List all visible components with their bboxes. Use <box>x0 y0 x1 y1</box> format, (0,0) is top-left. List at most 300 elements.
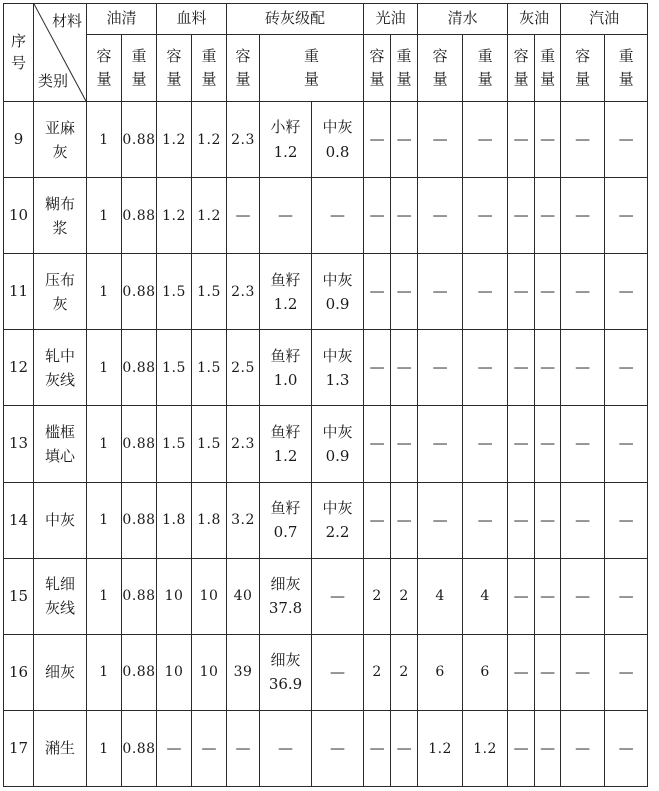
cell-value: 1.2 <box>162 207 186 224</box>
table-cell <box>605 254 648 330</box>
empty-value: — <box>477 130 493 149</box>
table-cell <box>227 710 260 786</box>
table-cell <box>605 178 648 254</box>
cell-value: 1 <box>99 436 109 453</box>
empty-value: — <box>618 510 634 529</box>
empty-value: — <box>201 738 217 757</box>
empty-value: — <box>540 662 556 681</box>
empty-value: — <box>618 586 634 605</box>
empty-value: — <box>540 282 556 301</box>
seq-header <box>4 4 34 102</box>
group-header-clear-water: 清水 <box>418 4 508 35</box>
sub-header-weight: 重量 <box>260 35 364 102</box>
empty-value: — <box>396 358 412 377</box>
table-cell <box>260 710 312 786</box>
empty-value: — <box>330 206 346 225</box>
empty-value: — <box>396 738 412 757</box>
table-cell <box>418 178 463 254</box>
sub-header-volume: 容量 <box>227 35 260 102</box>
table-cell <box>87 558 122 634</box>
table-cell <box>605 634 648 710</box>
table-cell <box>535 178 561 254</box>
graded-ash-value: 中灰 0.9 <box>322 270 353 313</box>
empty-value: — <box>278 738 294 757</box>
sub-header-weight: 重量 <box>605 35 648 102</box>
table-cell <box>364 330 391 406</box>
empty-value: — <box>575 358 591 377</box>
table-cell <box>391 102 418 178</box>
cell-value: 0.88 <box>122 284 156 300</box>
empty-value: — <box>540 206 556 225</box>
table-cell <box>561 710 605 786</box>
table-cell <box>605 330 648 406</box>
empty-value: — <box>396 130 412 149</box>
table-row <box>4 178 648 254</box>
table-cell <box>312 254 364 330</box>
table-row <box>4 254 648 330</box>
table-row <box>4 558 648 634</box>
cell-value: 0.88 <box>122 207 156 224</box>
table-cell <box>418 558 463 634</box>
cell-value: 1.8 <box>197 512 221 529</box>
table-cell <box>391 330 418 406</box>
empty-value: — <box>477 282 493 301</box>
corner-header <box>34 4 87 102</box>
table-cell <box>391 710 418 786</box>
row-category <box>34 178 87 254</box>
cell-value: 4 <box>480 588 490 605</box>
empty-value: — <box>369 738 385 757</box>
table-cell <box>463 406 508 482</box>
graded-ash-value: 小籽 1.2 <box>270 118 301 161</box>
row-category-label: 糊布浆 <box>44 194 75 237</box>
row-number: 15 <box>4 558 34 634</box>
cell-value: 1 <box>99 360 109 377</box>
graded-ash-value: 中灰 0.9 <box>322 422 353 466</box>
sub-header-weight: 重量 <box>192 35 227 102</box>
table-cell <box>463 102 508 178</box>
table-cell <box>157 558 192 634</box>
table-cell <box>122 634 157 710</box>
cell-value: 2.3 <box>231 131 255 148</box>
table-cell <box>260 482 312 558</box>
empty-value: — <box>477 434 493 453</box>
cell-value: 4 <box>435 588 445 605</box>
cell-value: 2.5 <box>231 360 255 377</box>
table-cell <box>463 710 508 786</box>
table-cell <box>364 254 391 330</box>
empty-value: — <box>513 206 529 225</box>
empty-value: — <box>513 586 529 605</box>
table-cell <box>157 482 192 558</box>
empty-value: — <box>330 662 346 681</box>
row-number: 9 <box>4 102 34 178</box>
empty-value: — <box>432 282 448 301</box>
row-category-label: 压布灰 <box>44 270 75 313</box>
cell-value: 6 <box>480 664 490 681</box>
table-cell <box>157 406 192 482</box>
empty-value: — <box>396 282 412 301</box>
graded-ash-value: 中灰 0.8 <box>322 118 353 161</box>
empty-value: — <box>540 510 556 529</box>
row-category <box>34 330 87 406</box>
table-cell <box>463 178 508 254</box>
table-cell <box>260 406 312 482</box>
table-cell <box>122 406 157 482</box>
row-category-label: 中灰 <box>44 511 75 529</box>
cell-value: 1.5 <box>162 284 186 300</box>
table-cell <box>561 254 605 330</box>
table-cell <box>364 634 391 710</box>
graded-ash-value: 鱼籽 1.2 <box>270 422 301 466</box>
graded-ash-value: 细灰 36.9 <box>268 651 303 694</box>
cell-value: 1 <box>99 284 109 300</box>
table-cell <box>535 710 561 786</box>
table-row <box>4 482 648 558</box>
empty-value: — <box>618 282 634 301</box>
empty-value: — <box>540 434 556 453</box>
table-cell <box>508 634 535 710</box>
table-row <box>4 634 648 710</box>
cell-value: 1.5 <box>162 360 186 377</box>
cell-value: 0.88 <box>122 131 156 148</box>
row-category <box>34 634 87 710</box>
table-cell <box>535 406 561 482</box>
graded-ash-value: 中灰 2.2 <box>322 498 353 542</box>
empty-value: — <box>575 130 591 149</box>
table-cell <box>364 102 391 178</box>
table-cell <box>463 482 508 558</box>
cell-value: 6 <box>435 664 445 681</box>
table-cell <box>418 254 463 330</box>
sub-header-volume: 容量 <box>87 35 122 102</box>
empty-value: — <box>513 434 529 453</box>
empty-value: — <box>575 662 591 681</box>
table-cell <box>122 330 157 406</box>
graded-ash-value: 鱼籽 0.7 <box>270 498 301 542</box>
cell-value: 2 <box>372 588 382 605</box>
empty-value: — <box>618 738 634 757</box>
cell-value: 1.5 <box>197 436 221 453</box>
empty-value: — <box>235 738 251 757</box>
row-number: 12 <box>4 330 34 406</box>
table-cell <box>312 634 364 710</box>
sub-header-volume: 容量 <box>418 35 463 102</box>
sub-header-volume: 容量 <box>364 35 391 102</box>
row-category-label: 亚麻灰 <box>44 118 75 161</box>
empty-value: — <box>513 738 529 757</box>
table-cell <box>561 330 605 406</box>
corner-bottom-label: 类别 <box>38 71 69 90</box>
group-header-gasoline: 汽油 <box>561 4 648 35</box>
table-cell <box>122 558 157 634</box>
table-row <box>4 102 648 178</box>
empty-value: — <box>396 434 412 453</box>
row-category <box>34 406 87 482</box>
empty-value: — <box>513 510 529 529</box>
empty-value: — <box>618 206 634 225</box>
table-cell <box>418 102 463 178</box>
table-cell <box>312 330 364 406</box>
table-cell <box>227 330 260 406</box>
table-cell <box>561 558 605 634</box>
sub-header-volume: 容量 <box>561 35 605 102</box>
empty-value: — <box>477 358 493 377</box>
cell-value: 10 <box>199 664 219 681</box>
table-cell <box>605 406 648 482</box>
table-cell <box>508 254 535 330</box>
table-cell <box>561 634 605 710</box>
empty-value: — <box>235 206 251 225</box>
table-cell <box>157 102 192 178</box>
table-cell <box>87 330 122 406</box>
table-cell <box>535 482 561 558</box>
empty-value: — <box>513 358 529 377</box>
row-category-label: 轧细灰线 <box>44 575 75 618</box>
table-cell <box>535 558 561 634</box>
table-cell <box>122 102 157 178</box>
empty-value: — <box>540 358 556 377</box>
cell-value: 39 <box>233 664 253 681</box>
table-cell <box>122 710 157 786</box>
table-cell <box>192 558 227 634</box>
table-cell <box>391 254 418 330</box>
table-cell <box>87 634 122 710</box>
row-category-label: 轧中灰线 <box>44 346 75 389</box>
table-cell <box>535 634 561 710</box>
table-cell <box>463 558 508 634</box>
table-cell <box>508 178 535 254</box>
empty-value: — <box>330 738 346 757</box>
table-cell <box>605 102 648 178</box>
cell-value: 10 <box>199 588 219 605</box>
cell-value: 1.2 <box>162 131 186 148</box>
empty-value: — <box>575 282 591 301</box>
cell-value: 0.88 <box>122 588 156 605</box>
table-cell <box>605 482 648 558</box>
seq-header-label: 序号 <box>10 31 26 73</box>
empty-value: — <box>575 434 591 453</box>
empty-value: — <box>432 130 448 149</box>
empty-value: — <box>396 206 412 225</box>
table-cell <box>192 254 227 330</box>
empty-value: — <box>432 434 448 453</box>
row-category <box>34 482 87 558</box>
table-cell <box>535 254 561 330</box>
table-cell <box>508 406 535 482</box>
cell-value: 0.88 <box>122 512 156 529</box>
table-cell <box>87 710 122 786</box>
table-cell <box>561 178 605 254</box>
table-cell <box>508 330 535 406</box>
table-cell <box>192 102 227 178</box>
sub-header-weight: 重量 <box>535 35 561 102</box>
row-category-label: 潲生 <box>44 739 75 758</box>
empty-value: — <box>369 510 385 529</box>
cell-value: 0.88 <box>122 360 156 377</box>
cell-value: 1.2 <box>428 740 452 757</box>
empty-value: — <box>369 282 385 301</box>
table-cell <box>463 254 508 330</box>
empty-value: — <box>369 130 385 149</box>
table-cell <box>227 482 260 558</box>
empty-value: — <box>540 586 556 605</box>
row-number: 14 <box>4 482 34 558</box>
row-number: 16 <box>4 634 34 710</box>
cell-value: 1 <box>99 512 109 529</box>
empty-value: — <box>618 434 634 453</box>
table-cell <box>364 406 391 482</box>
table-cell <box>192 634 227 710</box>
table-cell <box>535 102 561 178</box>
cell-value: 2.3 <box>231 436 255 453</box>
row-category-label: 槛框填心 <box>44 422 75 465</box>
table-cell <box>157 634 192 710</box>
empty-value: — <box>330 586 346 605</box>
table-cell <box>561 482 605 558</box>
empty-value: — <box>369 358 385 377</box>
empty-value: — <box>513 282 529 301</box>
cell-value: 3.2 <box>231 512 255 529</box>
empty-value: — <box>575 586 591 605</box>
row-category-label: 细灰 <box>44 663 75 682</box>
table-cell <box>87 406 122 482</box>
row-category <box>34 102 87 178</box>
table-cell <box>364 558 391 634</box>
cell-value: 0.88 <box>122 436 156 453</box>
row-number: 10 <box>4 178 34 254</box>
table-cell <box>463 330 508 406</box>
row-number: 13 <box>4 406 34 482</box>
row-category <box>34 254 87 330</box>
table-cell <box>260 102 312 178</box>
table-cell <box>418 634 463 710</box>
empty-value: — <box>369 206 385 225</box>
empty-value: — <box>396 510 412 529</box>
sub-header-weight: 重量 <box>391 35 418 102</box>
empty-value: — <box>540 130 556 149</box>
sub-header-weight: 重量 <box>463 35 508 102</box>
empty-value: — <box>369 434 385 453</box>
cell-value: 1.2 <box>197 131 221 148</box>
table-cell <box>260 330 312 406</box>
table-cell <box>87 254 122 330</box>
table-cell <box>508 102 535 178</box>
table-cell <box>260 178 312 254</box>
table-cell <box>535 330 561 406</box>
table-cell <box>312 102 364 178</box>
table-cell <box>227 558 260 634</box>
table-row <box>4 330 648 406</box>
table-cell <box>192 710 227 786</box>
cell-value: 1 <box>99 207 109 224</box>
graded-ash-value: 中灰 1.3 <box>322 346 353 389</box>
group-header-blood-material: 血料 <box>157 4 227 35</box>
table-cell <box>227 634 260 710</box>
table-row <box>4 406 648 482</box>
cell-value: 1.2 <box>473 740 497 757</box>
table-cell <box>561 406 605 482</box>
cell-value: 2.3 <box>231 284 255 300</box>
cell-value: 40 <box>233 588 253 605</box>
table-cell <box>364 482 391 558</box>
table-cell <box>508 710 535 786</box>
empty-value: — <box>166 738 182 757</box>
table-cell <box>418 710 463 786</box>
table-cell <box>364 710 391 786</box>
sub-header-volume: 容量 <box>508 35 535 102</box>
table-cell <box>157 254 192 330</box>
table-cell <box>87 178 122 254</box>
graded-ash-value: 鱼籽 1.2 <box>270 270 301 313</box>
table-cell <box>312 482 364 558</box>
table-cell <box>391 558 418 634</box>
cell-value: 1 <box>99 131 109 148</box>
table-cell <box>312 558 364 634</box>
table-cell <box>122 482 157 558</box>
cell-value: 1.5 <box>197 284 221 300</box>
empty-value: — <box>575 206 591 225</box>
empty-value: — <box>618 662 634 681</box>
group-header-gloss-oil: 光油 <box>364 4 418 35</box>
cell-value: 2 <box>372 664 382 681</box>
cell-value: 0.88 <box>122 664 156 681</box>
group-header-oil-clear: 油清 <box>87 4 157 35</box>
sub-header-weight: 重量 <box>122 35 157 102</box>
table-cell <box>561 102 605 178</box>
sub-header-volume: 容量 <box>157 35 192 102</box>
empty-value: — <box>618 358 634 377</box>
empty-value: — <box>513 662 529 681</box>
table-cell <box>87 482 122 558</box>
table-row <box>4 710 648 786</box>
table-cell <box>391 406 418 482</box>
table-cell <box>312 406 364 482</box>
cell-value: 10 <box>164 588 184 605</box>
table-cell <box>87 102 122 178</box>
cell-value: 1.5 <box>197 360 221 377</box>
empty-value: — <box>575 510 591 529</box>
material-ratio-table <box>3 3 648 787</box>
table-cell <box>418 330 463 406</box>
cell-value: 1 <box>99 664 109 681</box>
group-header-ash-oil: 灰油 <box>508 4 561 35</box>
row-number: 17 <box>4 710 34 786</box>
table-cell <box>192 330 227 406</box>
table-cell <box>122 254 157 330</box>
cell-value: 0.88 <box>122 740 156 757</box>
cell-value: 1.2 <box>197 207 221 224</box>
table-cell <box>192 482 227 558</box>
table-cell <box>508 482 535 558</box>
table-cell <box>227 178 260 254</box>
row-number: 11 <box>4 254 34 330</box>
table-cell <box>157 330 192 406</box>
table-cell <box>605 558 648 634</box>
graded-ash-value: 鱼籽 1.0 <box>270 346 301 389</box>
table-cell <box>122 178 157 254</box>
table-cell <box>157 178 192 254</box>
table-cell <box>192 178 227 254</box>
cell-value: 1.5 <box>162 436 186 453</box>
table-cell <box>312 710 364 786</box>
cell-value: 1.8 <box>162 512 186 529</box>
graded-ash-value: 细灰 37.8 <box>268 574 303 618</box>
table-cell <box>192 406 227 482</box>
cell-value: 10 <box>164 664 184 681</box>
table-cell <box>227 406 260 482</box>
empty-value: — <box>618 130 634 149</box>
